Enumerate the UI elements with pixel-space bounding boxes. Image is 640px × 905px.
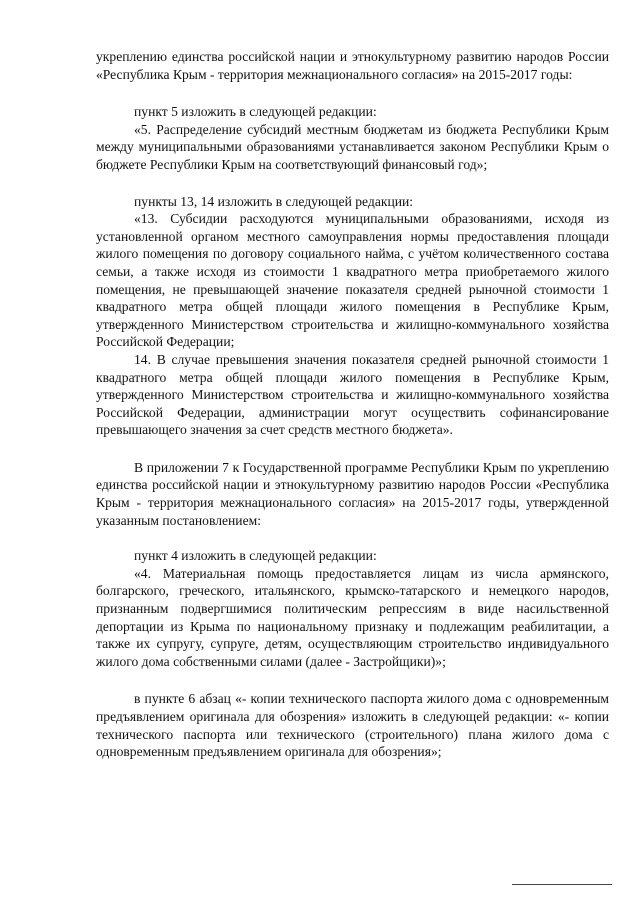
instruction-point-4: пункт 4 изложить в следующей редакции: <box>134 548 377 564</box>
instruction-points-13-14: пункты 13, 14 изложить в следующей редакции: <box>134 193 414 209</box>
instruction-point-5: пункт 5 изложить в следующей редакции: <box>134 104 377 120</box>
footer-rule <box>512 884 612 885</box>
annex-7-paragraph: В приложении 7 к Государственной программе Республики Крым по укреплению единства российской нации и этнокультурному развитию народов России «Республика Крым - территория межнационального согласия» на 2015-2017 годы, утвержденной указанным постановлением: <box>96 459 609 528</box>
document-page <box>96 48 609 761</box>
point-6-paragraph: в пункте 6 абзац «- копии технического паспорта жилого дома с одновременным предъявлением оригинала для обозрения» изложить в следующей редакции: «- копии технического паспорта или технического (строительного) плана жилого дома с одновременным предъявлением оригинала для обозрения»; <box>96 691 609 760</box>
point-13-text: «13. Субсидии расходуются муниципальными образованиями, исходя из установленной органом местного самоуправления нормы предоставления площади жилого помещения по договору социального найма, с учётом количественного состава семьи, а также исходя из стоимости 1 квадратного метра приобретаемого жилого помещения, не превышающей значение показателя средней рыночной стоимости 1 квадратного метра общей площади жилого помещения в Республике Крым, утвержденного Министерством строительства и жилищно-коммунального хозяйства Российской Федерации; <box>96 211 609 350</box>
intro-paragraph: укреплению единства российской нации и этнокультурному развитию народов России «Республика Крым - территория межнационального согласия» на 2015-2017 годы: <box>96 49 609 82</box>
point-5-text: «5. Распределение субсидий местным бюджетам из бюджета Республики Крым между муниципальными образованиями устанавливается законом Республики Крым о бюджете Республики Крым на соответствующий финансовый год»; <box>96 121 609 172</box>
point-14-text: 14. В случае превышения значения показателя средней рыночной стоимости 1 квадратного метра общей площади жилого помещения в Республике Крым, утвержденного Министерством строительства и жилищно-коммунального хозяйства Российской Федерации, администрации могут осуществить софинансирование превышающего значения за счет средств местного бюджета». <box>96 351 609 438</box>
point-4-text: «4. Материальная помощь предоставляется лицам из числа армянского, болгарского, греческого, итальянского, крымско-татарского и немецкого народов, признанным подвергшимися политическим репрессиям в виде насильственной депортации из Крыма по национальному признаку и подлежащим реабилитации, а также их супругу, супруге, детям, осуществляющим строительство индивидуального жилого дома собственными силами (далее - Застройщики)»; <box>96 565 609 669</box>
